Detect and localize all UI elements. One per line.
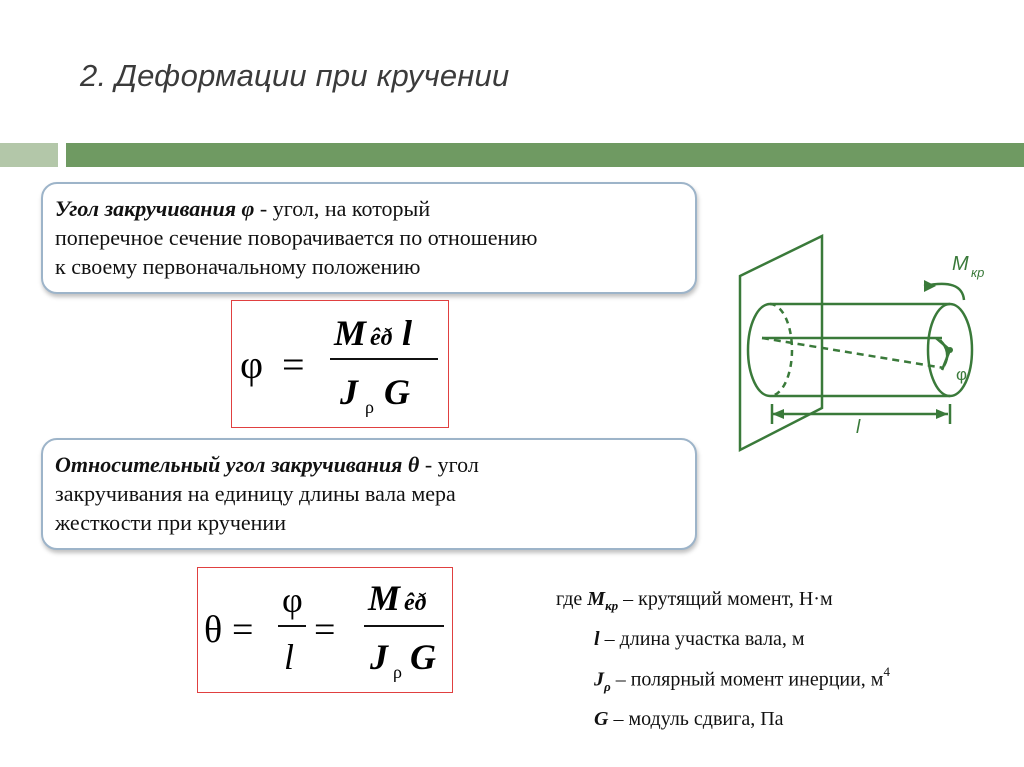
formula-numerator-M: M [334,313,367,353]
formula-relative-angle-graphic [198,568,452,692]
definition-text-line1: - угол, на который [254,196,431,221]
definition-term: Относительный угол закручивания [55,452,403,477]
legend-symbol: G [594,708,609,730]
formula-numerator-M: M [368,578,401,618]
formula-numerator-l: l [402,313,413,353]
accent-bar-dark [66,143,1024,167]
torque-arrowhead [924,280,936,292]
legend-text: – крутящий момент, Н·м [618,588,833,610]
shaft-left-end-front [748,304,770,396]
definition-symbol: θ [407,452,420,477]
generatrix-twisted [762,338,944,368]
length-label: l [856,417,861,438]
formula-mid-denominator: l [284,637,295,677]
fixed-wall-plane [740,236,822,450]
length-arrow-left [772,409,784,419]
accent-bar-light [0,143,58,167]
legend-text: – модуль сдвига, Па [608,708,784,730]
legend-item-polar-moment [594,666,890,695]
legend-text: – длина участка вала, м [599,628,805,650]
legend-where: где [556,588,583,610]
definition-symbol: φ [241,196,255,221]
formula-denominator-J: J [340,372,358,412]
definition-text-line1: - угол [419,452,479,477]
formula-twist-angle [231,300,449,428]
formula-numerator-sub: êð [370,325,393,351]
formula-denominator-J: J [370,637,388,677]
definition-box-relative-angle [41,438,697,550]
definition-text-line2: закручивания на единицу длины вала мера [55,481,456,506]
definition-text-line3: жесткости при кручении [55,510,286,535]
legend-text: – полярный момент инерции, м [610,668,884,691]
legend-symbol: J [594,668,604,691]
legend-item-shear-modulus [594,708,784,731]
shaft-torsion-diagram [726,228,1006,488]
legend-item-length [594,628,805,651]
legend-subscript: ρ [604,678,611,694]
angle-label: φ [956,365,968,384]
definition-box-twist-angle [41,182,697,294]
formula-denominator-G: G [410,637,436,677]
formula-numerator-sub: êð [404,590,427,616]
formula-denominator-rho: ρ [393,662,402,682]
legend-superscript: 4 [883,664,890,679]
formula-lhs: θ [204,609,223,651]
slide-title: 2. Деформации при кручении [80,58,510,93]
definition-text-line2: поперечное сечение поворачивается по отношению [55,225,538,250]
shaft-diagram-graphic [726,228,1006,488]
definition-term: Угол закручивания [55,196,237,221]
formula-denominator-rho: ρ [365,397,374,417]
legend-item-moment [556,588,833,614]
formula-lhs: φ [240,342,264,387]
formula-denominator-G: G [384,372,410,412]
formula-relative-angle [197,567,453,693]
formula-equals: = [282,342,305,387]
shaft-left-end-back [770,304,792,396]
length-arrow-right [936,409,948,419]
definition-text-line3: к своему первоначальному положению [55,254,421,279]
formula-twist-angle-graphic [232,301,448,427]
legend-subscript: кр [605,598,619,613]
formula-equals-2: = [314,609,336,651]
formula-equals: = [232,609,254,651]
moment-label: M [952,253,969,275]
formula-mid-numerator: φ [282,580,303,620]
legend-symbol: M [587,588,606,610]
moment-label-sub: кр [971,265,985,280]
shaft-center-point [947,347,953,353]
legend-symbol: l [594,628,600,650]
